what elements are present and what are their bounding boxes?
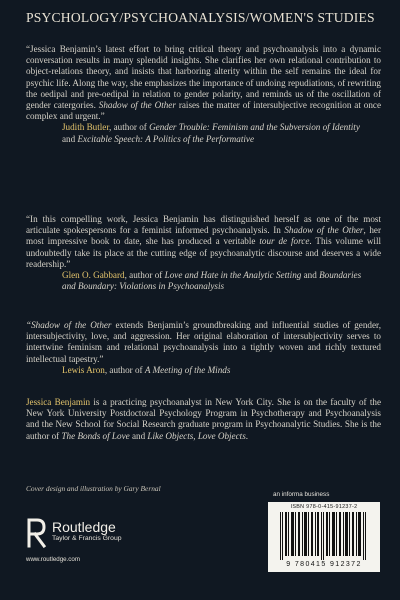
informa-tagline: an informa business — [273, 491, 330, 498]
publisher-group: Taylor & Francis Group — [52, 535, 122, 542]
author-name: Jessica Benjamin — [26, 397, 91, 407]
isbn-number: ISBN 978-0-415-91237-2 — [290, 504, 358, 510]
barcode-icon — [278, 512, 370, 560]
publisher-block — [52, 519, 122, 543]
blurb-attribution: Judith Butler, author of Gender Trouble: Feminism and the Subversion of Identity and Excitable Speech: A Politics of the Performative — [62, 122, 360, 144]
blurb-attribution: Lewis Aron, author of A Meeting of the Minds — [62, 364, 231, 375]
blurb-gabbard — [26, 214, 381, 292]
routledge-logo-icon — [26, 518, 48, 548]
blurb-butler — [26, 44, 381, 145]
blurb-attribution: Glen O. Gabbard, author of Love and Hate in the Analytic Setting and Boundaries and Boundary: Violations in Psychoanalysis — [62, 270, 362, 292]
blurb-quote: “Jessica Benjamin’s latest effort to bring critical theory and psychoanalysis into a dynamic conversation results in many splendid insights. She clarifies her own relational contribution to object-relations theory, and insists that harboring alterity within the self remains the ideal for psychic life. Along the way, she emphasizes the importance of undoing repudiations, of rewriting the oedipal and pre-oedipal in relation to gender polarity, and reminds us of the oscillation of gender catergories. Shadow of the Other raises the matter of intersubjective recognition at once complex and urgent.” — [26, 44, 382, 122]
blurb-quote: “In this compelling work, Jessica Benjamin has distinguished herself as one of the most articulate spokespersons for a feminist informed psychoanalysis. In Shadow of the Other, her most impressive book to date, she has produced a veritable tour de force. This volume will undoubtedly take its place at the cutting edge of psychoanalytic discourse and deserves a wide readership.” — [26, 214, 382, 269]
isbn-barcode-box — [268, 502, 380, 572]
blurb-quote: “Shadow of the Other extends Benjamin’s groundbreaking and influential studies of gender, intersubjectivity, love, and aggression. Her original elaboration of intersubjectivity serves to intertwine feminism and relational psychoanalysis into a tightly woven and richly textured intellectual tapestry.” — [26, 320, 381, 364]
publisher-name: Routledge — [52, 519, 116, 535]
publisher-website: www.routledge.com — [26, 556, 80, 563]
category-heading: PSYCHOLOGY/PSYCHOANALYSIS/WOMEN'S STUDIES — [26, 10, 375, 25]
cover-credit: Cover design and illustration by Gary Bernal — [26, 484, 161, 493]
barcode-digits: 9 780415 912372 — [286, 561, 362, 568]
author-bio: Jessica Benjamin is a practicing psychoanalyst in New York City. She is on the faculty of the New York University Postdoctoral Psychology Program in Psychotherapy and Psychoanalysis and the New School for Social Research graduate program in Psychoanalytic Studies. She is the author of The Bonds of Love and Like Objects, Love Objects. — [26, 397, 381, 441]
blurb-aron — [26, 320, 381, 376]
